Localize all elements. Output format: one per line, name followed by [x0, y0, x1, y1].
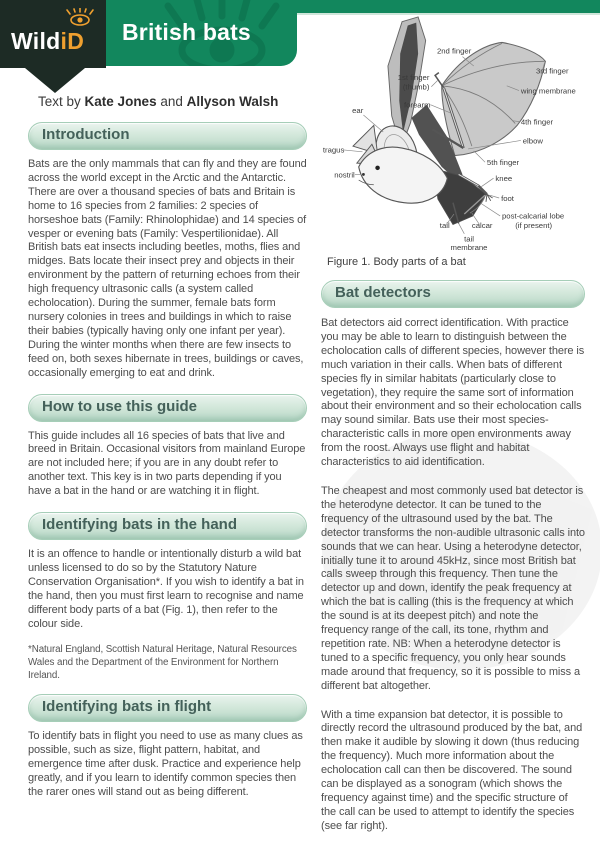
nostril-dot — [362, 173, 365, 176]
section-body-introduction: Bats are the only mammals that can fly and they are found across the world except in the Arctic and the Antarctic. There are over a thousand species of bats and Britain is home to 16 species from 2 families: 2 species of horseshoe bats (Family: Rhinolophidae) and 14 species of vesper or evening bats (Family: Vespertilionidae). All British bats eat insects including beetles, moths, flies and midges. Bats locate their insect prey and objects in their environment by the pattern of returning echoes from their high frequency ultrasonic calls (a system called echolocation). During the summer, female bats form nursery colonies in trees and buildings in which to raise their babies (typically having only one infant per year). During the winter months when there are few insects to feed on, both sexes hibernate in trees, buildings or caves, occasionally emerging to eat and drink. — [28, 158, 307, 379]
thumb-shape — [435, 73, 443, 88]
logo-tail — [25, 68, 85, 93]
diagram-label-5th-finger: 5th finger — [486, 158, 520, 167]
eye-dot — [375, 166, 380, 171]
diagram-label-elbow: elbow — [522, 136, 543, 146]
section-heading-bat-detectors: Bat detectors — [321, 280, 585, 308]
footnote: *Natural England, Scottish Natural Heritage, Natural Resources Wales and the Department of the Environment for Northern Ireland. — [28, 644, 297, 681]
byline-conjunction: and — [160, 94, 183, 109]
eye-icon — [64, 8, 96, 26]
section-heading-introduction: Introduction — [28, 122, 307, 150]
diagram-label-foot: foot — [501, 193, 514, 203]
section-heading-bats-in-hand: Identifying bats in the hand — [28, 512, 307, 540]
foot-claws — [486, 194, 493, 202]
left-column — [28, 122, 307, 813]
section-body-how-to-use: This guide includes all 16 species of bats that live and breed in Britain. Occasional visitors from mainland Europe are not included here; if you are in any doubt refer to another text. This key is in two parts depending if you have a bat in the hand or are watching it in flight. — [28, 429, 306, 498]
bat-detectors-paragraph-2: The cheapest and most commonly used bat detector is the heterodyne detector. It can be tuned to the frequency of the ultrasound used by the bat. The detector transforms the non-audible ultrasonic calls into sounds that we can hear. Using a heterodyne detector, initially tune it to around 45kHz, since most British bat calls sweep through this frequency. Then tune the detector up and down, identify the peak frequency at which the bat is calling (this is the frequency at which the sound is at its deepest pitch) and note the frequency range of the call, its tone, rhythm and repetition rate. NB: When a heterodyne detector is tuned to a specific frequency, you only hear sounds made around that frequency, so it is possible to miss a different bat altogether. — [321, 484, 585, 692]
section-heading-bats-in-flight: Identifying bats in flight — [28, 694, 307, 722]
section-heading-how-to-use: How to use this guide — [28, 394, 307, 422]
diagram-label-calcar: calcar — [471, 221, 493, 231]
diagram-label-tragus: tragus — [322, 145, 345, 155]
diagram-label-post-calcarial-lobe: post-calcarial lobe — [502, 211, 565, 221]
diagram-label-2nd-finger: 2nd finger — [436, 46, 472, 56]
diagram-label-tail-membrane-2: membrane — [450, 242, 488, 250]
diagram-label-tail-membrane-1: tail — [464, 234, 474, 244]
bat-detectors-paragraph-1: Bat detectors aid correct identification. With practice you may be able to learn to distinguish between the echolocation calls of different species, however there is much variation in their calls. When bats of different species fly in similar habitats (particularly close to vegetation), they require the same sort of information about their environment and so their echolocation calls may sound similar. Bats use their most species-characteristic calls in more open environments away from the roost. Always use flight and habitat characteristics to aid identification. — [321, 317, 585, 469]
bat-figure — [321, 14, 585, 250]
diagram-label-tail: tail — [439, 221, 450, 231]
page-title: British bats — [122, 19, 251, 45]
diagram-label-ear: ear — [352, 106, 364, 116]
diagram-label-thumb: (thumb) — [402, 82, 430, 92]
byline-prefix: Text by — [38, 94, 81, 109]
byline — [38, 94, 278, 109]
wildid-logo — [0, 0, 106, 68]
diagram-label-1st-finger: 1st finger — [397, 73, 430, 83]
figure-caption: Figure 1. Body parts of a bat — [327, 256, 466, 268]
logo-wordmark — [11, 28, 84, 55]
diagram-label-wing-membrane: wing membrane — [520, 86, 576, 96]
right-column — [321, 14, 585, 849]
diagram-label-forearm: forearm — [403, 100, 431, 110]
logo-id: iD — [60, 28, 85, 54]
logo-wild: Wild — [11, 28, 61, 54]
diagram-label-knee: knee — [495, 174, 513, 184]
byline-author-2: Allyson Walsh — [186, 94, 279, 109]
byline-author-1: Kate Jones — [84, 94, 157, 109]
diagram-label-nostril: nostril — [334, 170, 355, 180]
bat-diagram — [321, 14, 585, 250]
bat-detectors-paragraph-3: With a time expansion bat detector, it is possible to directly record the ultrasound produced by the bat, and then make it audible by slowing it down (thus reducing the frequency). Much more information about the echolocation call can then be discovered. The sound can be displayed as a sonogram (which shows the frequency against time) and the specific structure of the call can be used to attempt to identify the species (see far right). — [321, 708, 583, 832]
diagram-label-if-present: (if present) — [515, 221, 553, 231]
diagram-label-3rd-finger: 3rd finger — [535, 66, 569, 76]
diagram-label-4th-finger: 4th finger — [520, 117, 554, 127]
section-body-bats-in-hand: It is an offence to handle or intentionally disturb a wild bat unless licensed to do so by the Statutory Nature Conservation Organisation*. If you wish to identify a bat in the hand, then you must first learn to recognise and name different body parts of a bat (Fig. 1), then refer to the colour side. — [28, 548, 304, 630]
section-body-bats-in-flight: To identify bats in flight you need to use as many clues as possible, such as size, flight pattern, habitat, and emergence time after dusk. Practice and experience help greatly, and if you learn to identify common species then the rarer ones will stand out as being different. — [28, 730, 303, 798]
